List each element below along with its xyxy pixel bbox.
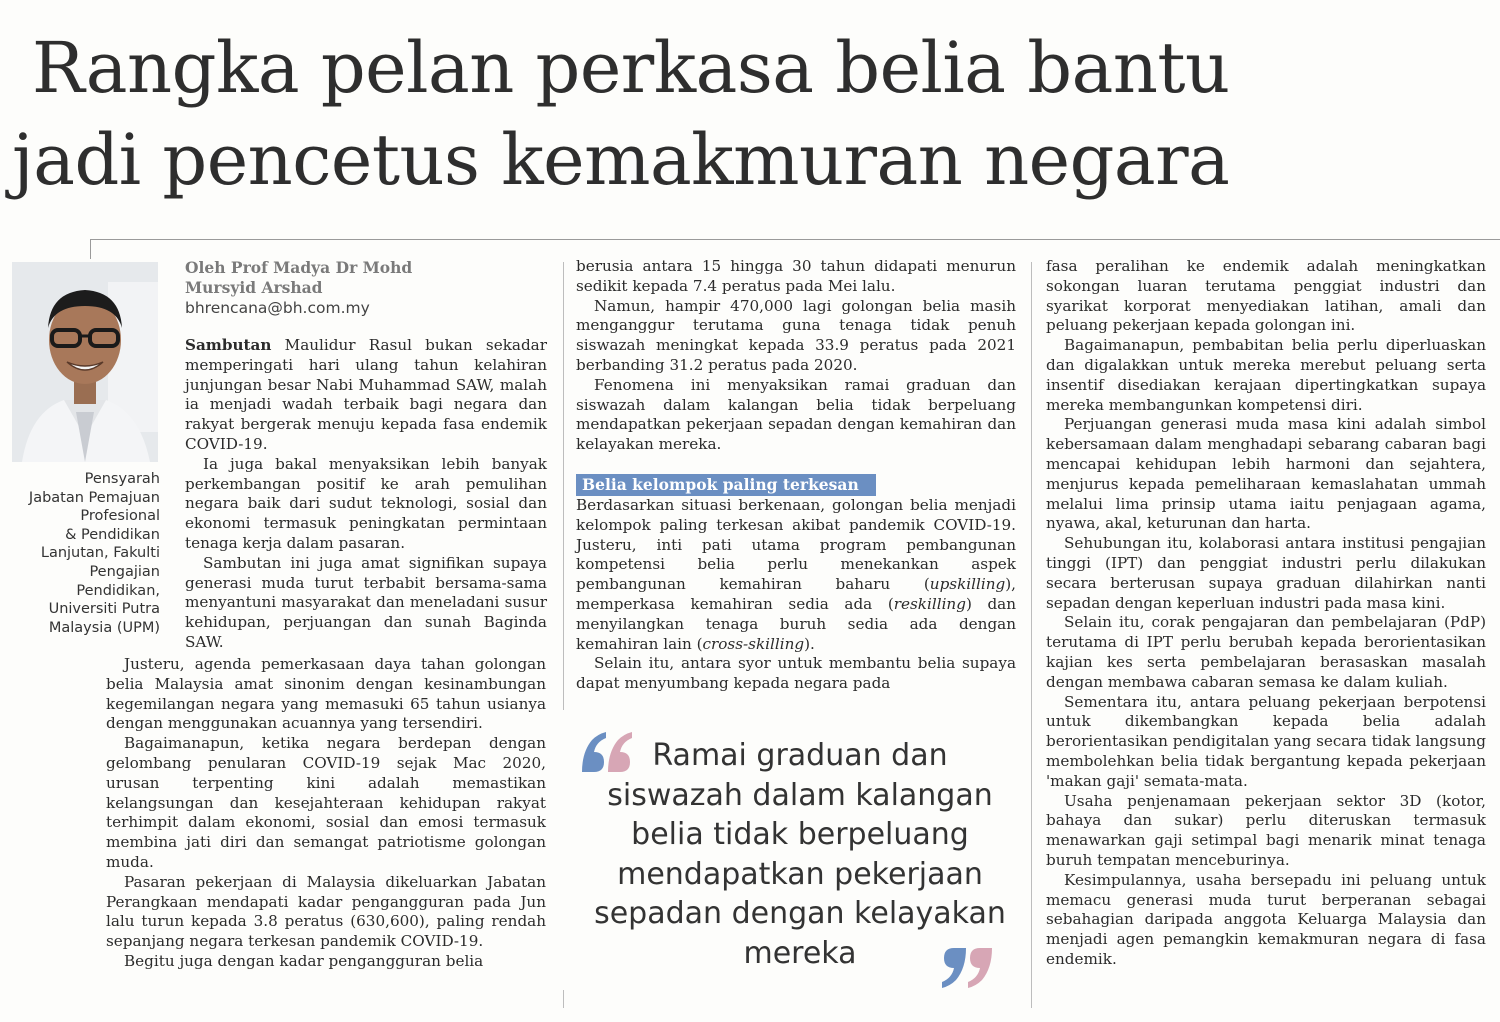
column-divider: [563, 262, 564, 710]
paragraph-text: ) dan menyilangkan tenaga buruh sedia ada dengan kemahiran lain (: [576, 594, 1017, 653]
paragraph: Kesimpulannya, usaha bersepadu ini peluang untuk memacu generasi muda turut berperanan sebagai sebahagian daripada anggota Keluarga Malaysia dan menjadi agen pemangkin kemakmuran negara di fasa endemik.: [1046, 870, 1486, 968]
column-1-top: [185, 258, 547, 653]
paragraph: Justeru, agenda pemerkasaan daya tahan golongan belia Malaysia amat sinonim dengan kesinambungan kegemilangan negara yang memasuki 65 tahun usianya dengan menggunakan acuannya yang tersendiri.: [106, 655, 546, 733]
paragraph: [576, 496, 1016, 654]
paragraph: Perjuangan generasi muda masa kini adalah simbol kebersamaan dalam menghadapi sebarang cabaran bagi mencapai kehidupan lebih harmoni dan sejahtera, menjurus kepada pemeliharaan kemaslahatan ummah melalui lima prinsip utama iaitu penjagaan agama, nyawa, akal, keturunan dan harta.: [1046, 415, 1486, 533]
paragraph: Bagaimanapun, ketika negara berdepan dengan gelombang penularan COVID-19 sejak Mac 2020, urusan terpenting kini adalah memastikan kelangsungan dan kesejahteraan kehidupan rakyat terhimpit dalam ekonomi, sosial dan emosi termasuk membina jati diri dan semangat patriotisme golongan muda.: [106, 734, 546, 871]
paragraph-text: ), memperkasa kemahiran sedia ada (: [576, 575, 1016, 613]
paragraph: Selain itu, corak pengajaran dan pembelajaran (PdP) terutama di IPT perlu berubah kepada berorientasikan kajian kes serta pembelajaran berasaskan masalah dengan membawa cabaran semasa ke dalam kuliah.: [1046, 613, 1486, 691]
term-upskilling: upskilling: [929, 575, 1006, 594]
column-2-bottom: [576, 496, 1016, 694]
paragraph: [185, 336, 547, 455]
pull-quote: Ramai graduan dan siswazah dalam kalangan belia tidak berpeluang mendapatkan pekerjaan sepadan dengan kelayakan mereka: [594, 738, 1006, 971]
headline-line-1: Rangka pelan perkasa belia bantu: [32, 27, 1230, 109]
section-divider: [90, 239, 1500, 240]
paragraph: Pasaran pekerjaan di Malaysia dikeluarkan Jabatan Perangkaan mendapati kadar pengangguran pada Jun lalu turun kepada 3.8 peratus (630,600), paling rendah sepanjang negara terkesan pandemik COVID-19.: [106, 872, 546, 951]
paragraph: fasa peralihan ke endemik adalah meningkatkan sokongan luaran terutama penggiat industri dan syarikat korporat menyediakan latihan, amali dan peluang pekerjaan kepada golongan ini.: [1046, 257, 1486, 335]
author-portrait-icon: [12, 262, 158, 462]
section-subheading: Belia kelompok paling terkesan: [576, 474, 876, 496]
paragraph: Namun, hampir 470,000 lagi golongan belia masih menganggur terutama guna tenaga tidak penuh siswazah meningkat kepada 33.9 peratus pada 2021 berbanding 31.2 peratus pada 2020.: [576, 296, 1016, 374]
paragraph: Usaha penjenamaan pekerjaan sektor 3D (kotor, bahaya dan sukar) perlu diteruskan termasuk menawarkan gaji setimpal bagi menarik minat tenaga buruh tempatan menceburinya.: [1046, 791, 1486, 869]
column-3: [1046, 257, 1486, 970]
bio-line: Pensyarah: [84, 471, 160, 487]
bio-line: Profesional: [80, 508, 160, 525]
column-divider: [563, 990, 564, 1008]
author-bio: [10, 470, 160, 637]
lead-word: Sambutan: [185, 336, 272, 354]
paragraph-text: Berdasarkan situasi berkenaan, golongan belia menjadi kelompok paling terkesan akibat pandemik COVID-19. Justeru, inti pati utama program pembangunan kompetensi belia perlu menekankan aspek pembangunan kemahiran baharu (: [576, 496, 1016, 594]
paragraph: Bagaimanapun, pembabitan belia perlu diperluaskan dan digalakkan untuk mereka merebut peluang serta insentif disediakan kerajaan dipertingkatkan supaya mereka membangunkan kompetensi diri.: [1046, 336, 1486, 414]
divider-tick: [90, 239, 91, 259]
close-quote-icon: [940, 942, 996, 992]
author-name-line-1: Oleh Prof Madya Dr Mohd: [185, 258, 413, 277]
headline-line-2: jadi pencetus kemakmuran negara: [12, 119, 1230, 201]
term-reskilling: reskilling: [893, 594, 966, 613]
bio-line: Pendidikan,: [76, 582, 160, 599]
bio-line: Lanjutan, Fakulti: [40, 545, 160, 562]
bio-line: Pengajian: [89, 563, 160, 580]
byline: [185, 258, 547, 318]
author-photo: [12, 262, 158, 462]
author-name-line-2: Mursyid Arshad: [185, 278, 323, 297]
bio-line: Malaysia (UPM): [48, 619, 160, 636]
column-1-bottom: [106, 655, 546, 972]
paragraph: berusia antara 15 hingga 30 tahun didapati menurun sedikit kepada 7.4 peratus pada Mei lalu.: [576, 257, 1016, 295]
column-2-top: [576, 257, 1016, 455]
paragraph: Begitu juga dengan kadar pengangguran belia: [124, 951, 484, 970]
paragraph: Ia juga bakal menyaksikan lebih banyak perkembangan positif ke arah pemulihan negara baik dari sudut teknologi, sosial dan ekonomi termasuk peningkatan permintaan tenaga kerja dalam pasaran.: [185, 454, 547, 552]
paragraph: Sambutan ini juga amat signifikan supaya generasi muda turut terbabit bersama-sama menyantuni masyarakat dan meneladani susur kehidupan, perjuangan dan sunah Baginda SAW.: [185, 553, 547, 651]
term-cross-skilling: cross-skilling: [702, 634, 805, 653]
paragraph: Sehubungan itu, kolaborasi antara institusi pengajian tinggi (IPT) dan penggiat industri perlu dilakukan secara berterusan supaya graduan dilahirkan nanti sepadan dengan keperluan industri pada masa kini.: [1046, 534, 1486, 612]
bio-line: Jabatan Pemajuan: [28, 489, 160, 506]
headline: [0, 22, 1500, 206]
paragraph-text: ).: [804, 634, 815, 653]
author-email: bhrencana@bh.com.my: [185, 299, 370, 317]
paragraph: Fenomena ini menyaksikan ramai graduan dan siswazah dalam kalangan belia tidak berpeluang mendapatkan pekerjaan sepadan dengan kemahiran dan kelayakan mereka.: [576, 375, 1016, 454]
bio-line: Universiti Putra: [48, 601, 160, 618]
bio-line: & Pendidikan: [65, 526, 160, 543]
column-divider: [1031, 262, 1032, 1008]
paragraph: Selain itu, antara syor untuk membantu belia supaya dapat menyumbang kepada negara pada: [576, 654, 1016, 693]
paragraph: Sementara itu, antara peluang pekerjaan berpotensi untuk dikembangkan kepada belia adalah berorientasikan pendigitalan yang secara tidak langsung membolehkan belia tidak bergantung kepada pekerjaan 'makan gaji' semata-mata.: [1046, 692, 1486, 790]
paragraph-text: Maulidur Rasul bukan sekadar memperingati hari ulang tahun kelahiran junjungan besar Nabi Muhammad SAW, malah ia menjadi wadah terbaik bagi negara dan rakyat bergerak menuju kepada fasa endemik COVID-19.: [185, 336, 547, 453]
